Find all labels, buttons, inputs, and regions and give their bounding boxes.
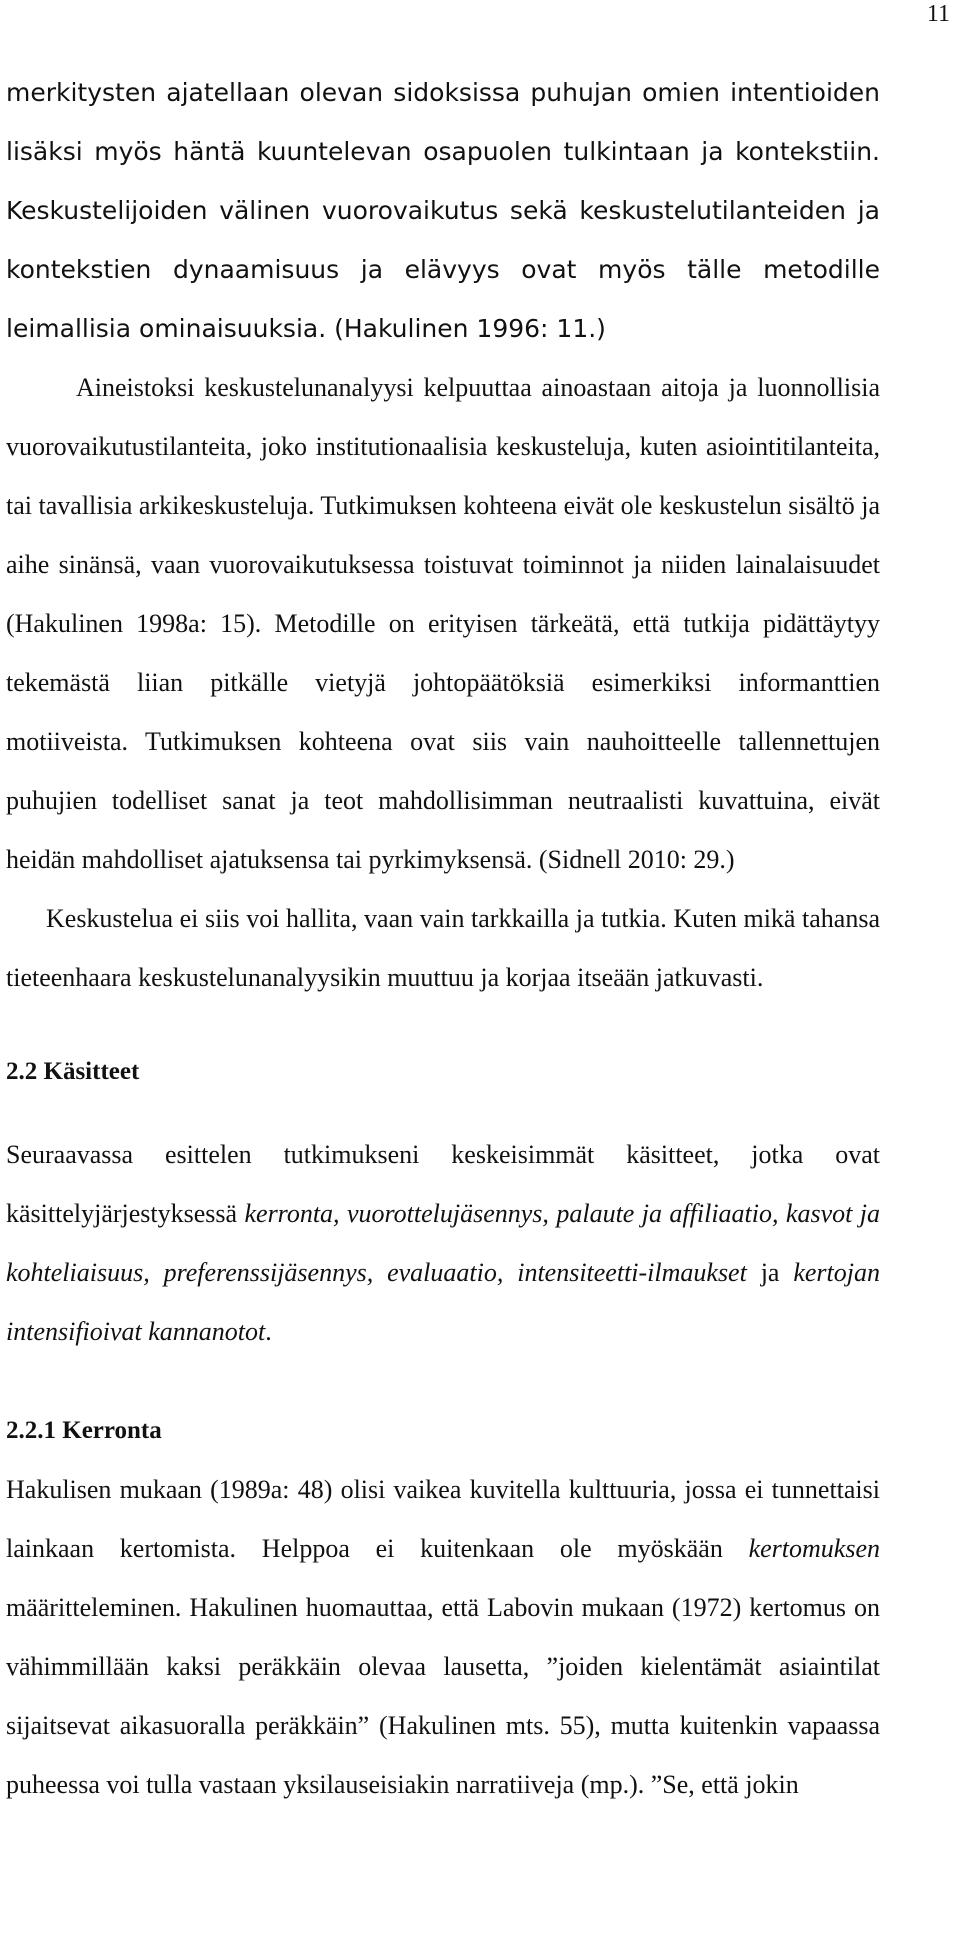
document-body <box>6 63 880 1814</box>
paragraph-concepts-intro <box>6 1125 880 1361</box>
narration-part-2: määritteleminen. Hakulinen huomauttaa, että Labovin mukaan (1972) kertomus on vähimmillään kaksi peräkkäin olevaa lausetta, ”joiden kielentämät asiaintilat sijaitsevat aikasuoralla peräkkäin” (Hakulinen mts. 55), mutta kuitenkin vapaassa puheessa voi tulla vastaan yksilauseisiakin narratiiveja (mp.). ”Se, että jokin <box>6 1593 880 1799</box>
narration-part-1: Hakulisen mukaan (1989a: 48) olisi vaikea kuvitella kulttuuria, jossa ei tunnettaisi lainkaan kertomista. Helppoa ei kuitenkaan ole myöskään <box>6 1475 880 1563</box>
concepts-intro-lead: Seuraavassa esittelen tutkimukseni keskeisimmät käsitteet, jotka ovat käsittelyjärjestyksessä <box>6 1140 880 1228</box>
concepts-terms-list: kerronta, vuorottelujäsennys, palaute ja affiliaatio, kasvot ja kohteliaisuus, preferenssijäsennys, evaluaatio, intensiteetti-ilmaukset <box>6 1199 880 1287</box>
concepts-joiner: ja <box>746 1258 794 1287</box>
concepts-end: . <box>265 1317 272 1346</box>
section-heading-concepts: 2.2 Käsitteet <box>6 1058 140 1085</box>
paragraph-method-characteristics: merkitysten ajatellaan olevan sidoksissa puhujan omien intentioiden lisäksi myös häntä kuuntelevan osapuolen tulkintaan ja kontekstiin. Keskustelijoiden välinen vuorovaikutus sekä keskustelutilanteiden ja kontekstien dynaamisuus ja elävyys ovat myös tälle metodille leimallisia ominaisuuksia. (Hakulinen 1996: 11.) <box>6 78 880 343</box>
subsection-heading-narration: 2.2.1 Kerronta <box>6 1417 162 1444</box>
concepts-final-term: kertojan intensifioivat kannanotot <box>6 1258 880 1346</box>
paragraph-data-and-object: Aineistoksi keskustelunanalyysi kelpuuttaa ainoastaan aitoja ja luonnollisia vuorovaikutustilanteita, joko institutionaalisia keskusteluja, kuten asiointitilanteita, tai tavallisia arkikeskusteluja. Tutkimuksen kohteena eivät ole keskustelun sisältö ja aihe sinänsä, vaan vuorovaikutuksessa toistuvat toiminnot ja niiden lainalaisuudet (Hakulinen 1998a: 15). Metodille on erityisen tärkeätä, että tutkija pidättäytyy tekemästä liian pitkälle vietyjä johtopäätöksiä esimerkiksi informanttien motiiveista. Tutkimuksen kohteena ovat siis vain nauhoitteelle tallennettujen puhujien todelliset sanat ja teot mahdollisimman neutraalisti kuvattuina, eivät heidän mahdolliset ajatuksensa tai pyrkimyksensä. (Sidnell 2010: 29.) <box>6 373 880 874</box>
paragraph-conversation-observation: Keskustelua ei siis voi hallita, vaan vain tarkkailla ja tutkia. Kuten mikä tahansa tieteenhaara keskustelunanalyysikin muuttuu ja korjaa itseään jatkuvasti. <box>6 904 880 992</box>
paragraph-narration <box>6 1460 880 1814</box>
narration-term: kertomuksen <box>748 1534 880 1563</box>
page-number: 11 <box>926 1 950 27</box>
